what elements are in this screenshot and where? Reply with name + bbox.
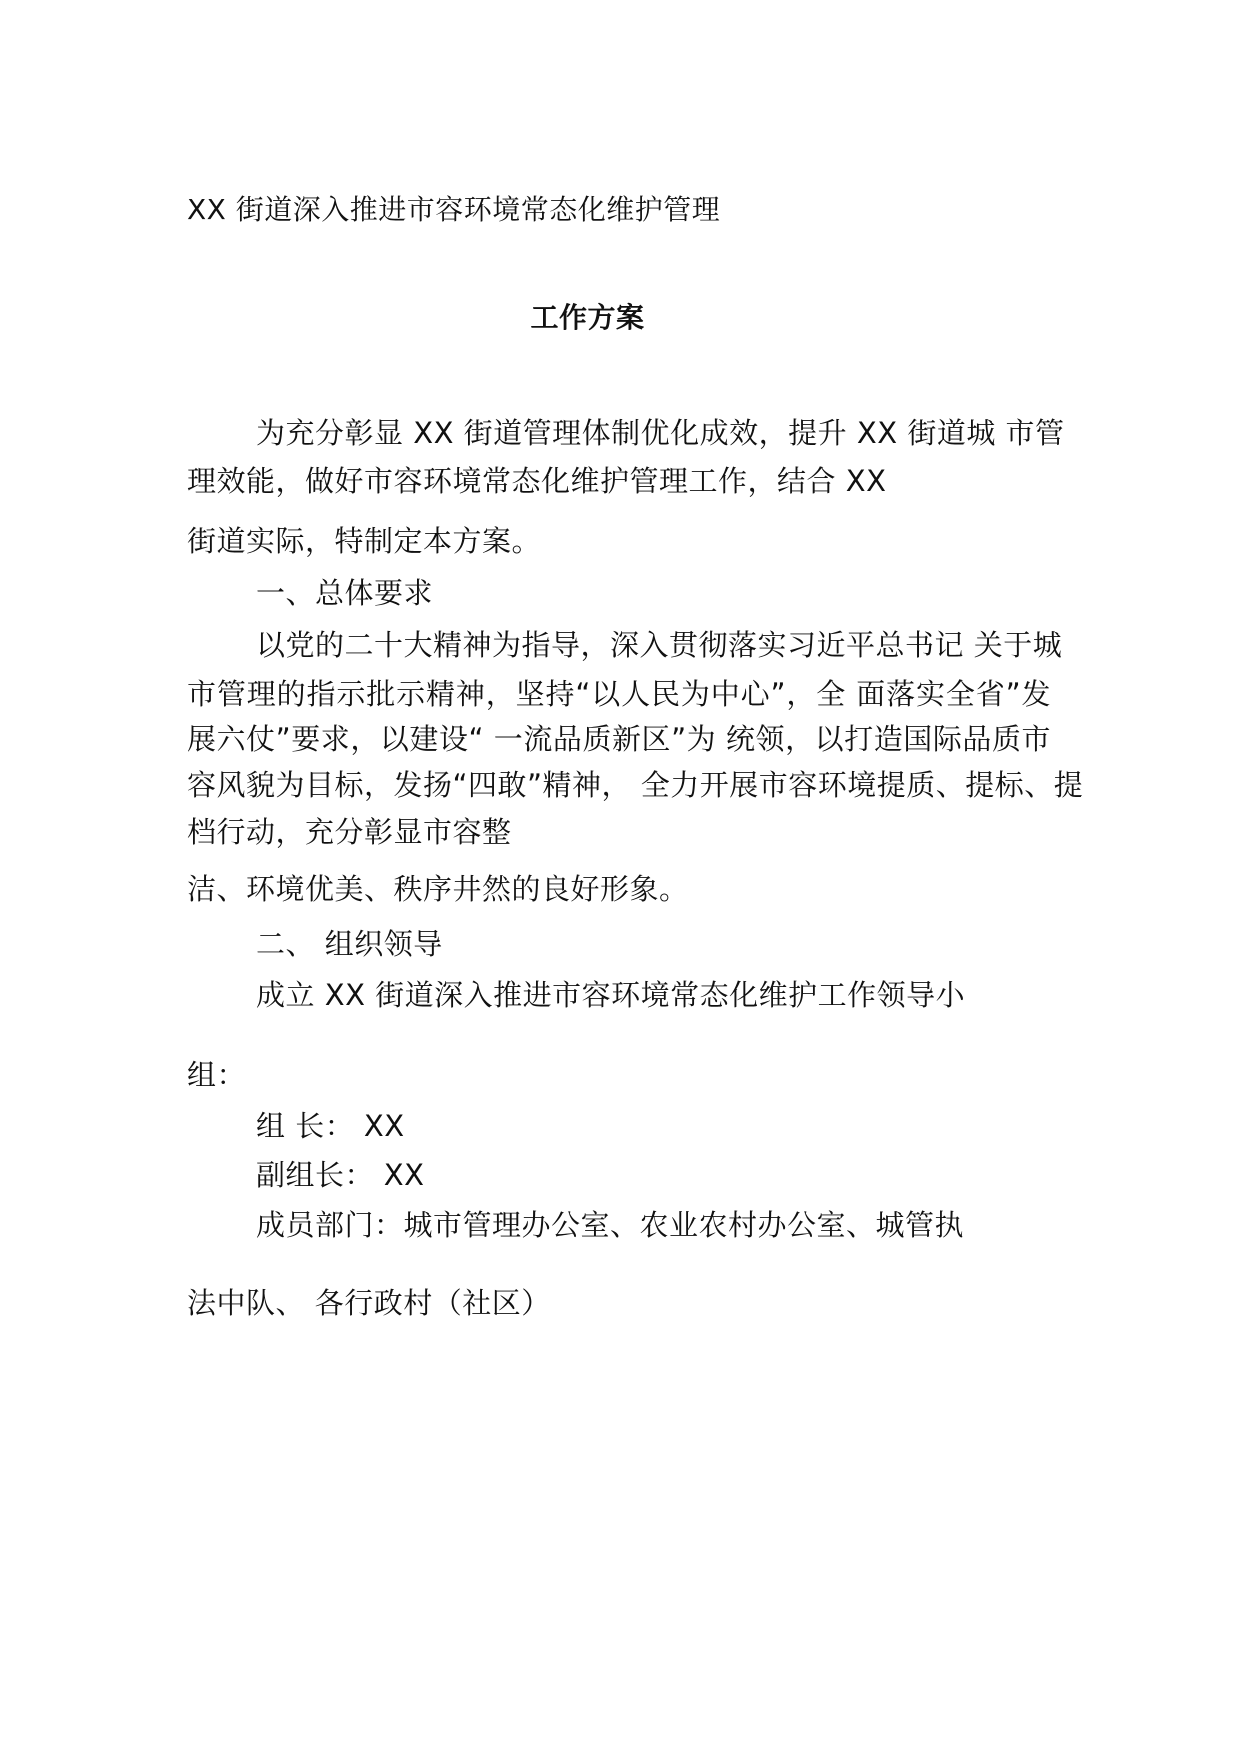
group-deputy: 副组长： XX (256, 1158, 425, 1192)
section1-line-1: 以党的二十大精神为指导，深入贯彻落实习近平总书记 关于城 (256, 628, 1063, 662)
section1-line-3: 展六仗”要求，以建设“ 一流品质新区”为 统领，以打造国际品质市 (187, 722, 1051, 756)
group-leader: 组 长： XX (256, 1109, 405, 1143)
section2-heading: 二、 组织领导 (256, 927, 443, 961)
section1-line-6: 洁、环境优美、秩序井然的良好形象。 (187, 872, 689, 906)
intro-line-1: 为充分彰显 XX 街道管理体制优化成效，提升 XX 街道城 市管 (256, 416, 1065, 450)
section1-line-5: 档行动，充分彰显市容整 (187, 815, 512, 849)
section1-heading: 一、总体要求 (256, 576, 434, 610)
section2-line-2: 组： (187, 1058, 247, 1092)
member-departments: 成员部门：城市管理办公室、农业农村办公室、城管执 (256, 1208, 965, 1242)
section1-line-2: 市管理的指示批示精神，坚持“以人民为中心”，全 面落实全省”发 (187, 677, 1051, 711)
document-title-line2: 工作方案 (530, 301, 645, 334)
section1-line-4: 容风貌为目标，发扬“四敢”精神， 全力开展市容环境提质、提标、提 (187, 768, 1084, 802)
member-departments-cont: 法中队、 各行政村（社区） (187, 1286, 551, 1320)
intro-line-3: 街道实际，特制定本方案。 (187, 524, 542, 558)
document-title-line1: XX 街道深入推进市容环境常态化维护管理 (187, 193, 721, 226)
section2-line-1: 成立 XX 街道深入推进市容环境常态化维护工作领导小 (256, 978, 966, 1012)
intro-line-2: 理效能，做好市容环境常态化维护管理工作，结合 XX (187, 464, 887, 498)
